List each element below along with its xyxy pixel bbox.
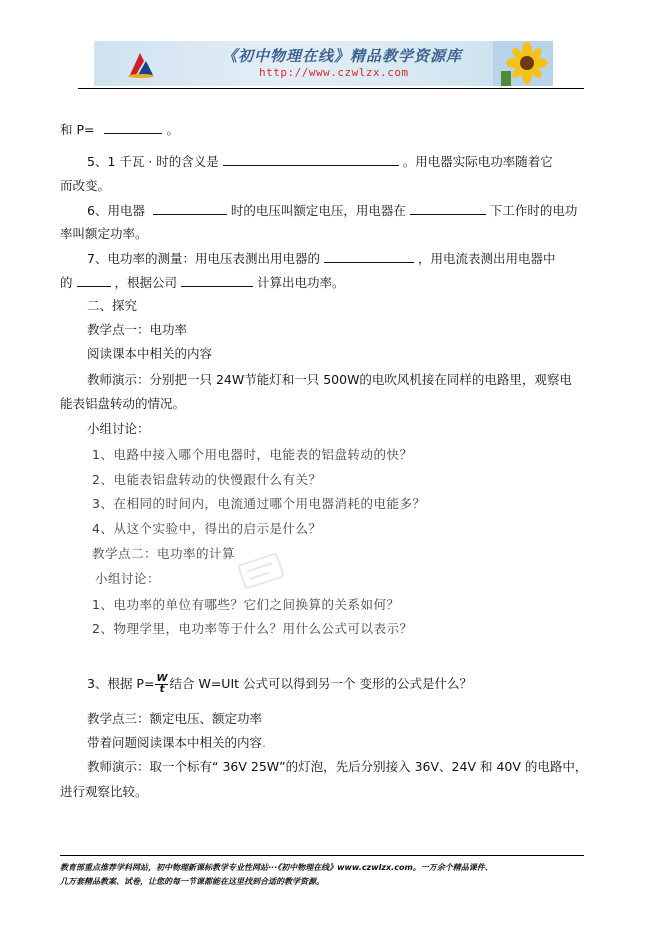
reading-note-3 [87, 735, 266, 751]
question-5-line [87, 153, 553, 170]
blank-field [153, 202, 227, 215]
formula-label: 和 P= [60, 122, 95, 137]
blank-field [77, 274, 111, 287]
question-5-cont: 而改变。 [60, 178, 111, 193]
q3-text-a: 3、根据 P= [87, 676, 155, 691]
footer-line-1: 教育部重点推荐学科网站，初中物理新课标教学专业性网站···《初中物理在线》www.czwlzx.com。一万余个精品课件、 [60, 863, 493, 872]
formula-end: 。 [166, 122, 179, 137]
header-banner [94, 41, 553, 86]
scanned-item-2: 2、电能表铝盘转动的快慢跟什么有关？ [92, 472, 322, 487]
czwlzx-logo-icon [126, 49, 156, 79]
question-3-line [87, 674, 472, 695]
question-6-cont: 率叫额定功率。 [60, 226, 148, 241]
q3-text-b: 结合 W=UIt 公式可以得到另一个 变形的公式是什么？ [169, 676, 472, 691]
question-7-cont [60, 274, 344, 291]
teaching-point-3: 教学点三：额定电压、额定功率 [87, 711, 263, 726]
q6-text-b: 时的电压叫额定电压，用电器在 [230, 203, 406, 218]
watermark-stamp-icon [237, 552, 285, 590]
question-6-line [87, 202, 577, 219]
fraction-denominator: t [159, 684, 165, 695]
demo-1-line: 教师演示：分别把一只 24W节能灯和一只 500W的电吹风机接在同样的电路里，观察电 [87, 372, 572, 387]
footer-rule [60, 855, 584, 856]
q6-text-c: 下工作时的电功 [489, 203, 578, 218]
scanned-item-3: 3、在相同的时间内，电流通过哪个用电器消耗的电能多？ [92, 496, 426, 511]
formula-line [60, 121, 179, 138]
scanned-item-6: 2、物理学里，电功率等于什么？用什么公式可以表示？ [92, 621, 413, 636]
q5-text-b: 。用电器实际电功率随着它 [402, 154, 553, 169]
fraction-numerator: W [156, 673, 168, 684]
scanned-group-label: 小组讨论： [95, 571, 161, 586]
q7-text-b: ，用电流表测出用电器中 [417, 251, 556, 266]
q7-text-d: ，根据公司 [114, 275, 177, 290]
formula-fraction [155, 674, 168, 695]
blank-field [410, 202, 486, 215]
scanned-item-4: 4、从这个实验中，得出的启示是什么？ [92, 521, 322, 536]
demo-1-cont: 能表铝盘转动的情况。 [60, 396, 186, 411]
banner-title: 《初中物理在线》精品教学资源库 [222, 47, 463, 65]
q6-text-a: 6、用电器 [87, 203, 145, 218]
reading-note-3-text: 带着问题阅读课本中相关的内容 [87, 735, 263, 750]
reading-note-3-dot: . [262, 735, 266, 750]
q7-text-e: 计算出电功率。 [256, 275, 345, 290]
scanned-item-5: 1、电功率的单位有哪些？它们之间换算的关系如何？ [92, 597, 400, 612]
banner-url[interactable]: http://www.czwlzx.com [259, 66, 409, 79]
demo-2-line: 教师演示：取一个标有“ 36V 25W”的灯泡，先后分别接入 36V、24V 和 40V 的电路中， [87, 759, 588, 774]
blank-field [181, 274, 253, 287]
question-7-line [87, 250, 555, 267]
group-discussion-label: 小组讨论： [87, 421, 150, 436]
blank-field [223, 153, 399, 166]
header-rule [78, 88, 584, 89]
scanned-teaching-point-2: 教学点二：电功率的计算 [92, 546, 236, 561]
section-heading: 二、探究 [87, 298, 138, 313]
q7-text-c: 的 [60, 275, 73, 290]
demo-2-cont: 进行观察比较。 [60, 784, 148, 799]
blank-field [104, 121, 162, 134]
sunflower-icon [493, 41, 553, 86]
q7-text-a: 7、电功率的测量：用电压表测出用电器的 [87, 251, 320, 266]
scanned-item-1: 1、电路中接入哪个用电器时，电能表的铝盘转动的快？ [92, 447, 413, 462]
reading-note-1: 阅读课本中相关的内容 [87, 346, 213, 361]
q5-text-a: 5、1 千瓦 · 时的含义是 [87, 154, 219, 169]
teaching-point-1: 教学点一：电功率 [87, 322, 188, 337]
footer-line-2: 几万套精品教案、试卷，让您的每一节课都能在这里找到合适的教学资源。 [60, 877, 324, 886]
blank-field [324, 250, 414, 263]
